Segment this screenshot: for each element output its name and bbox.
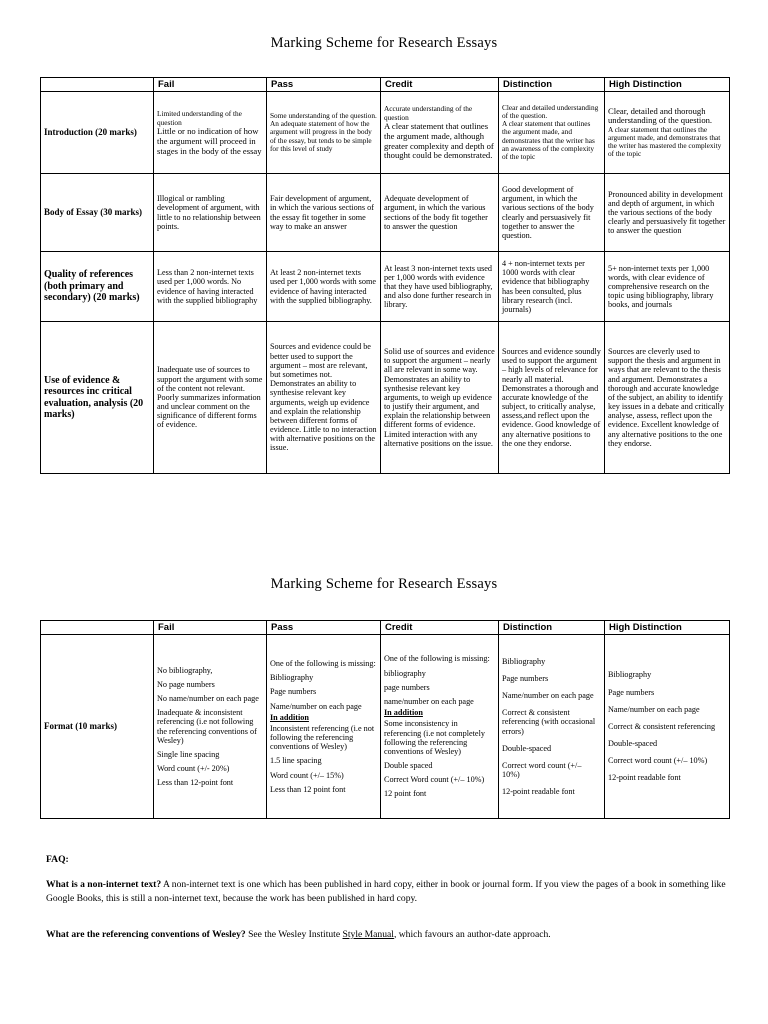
cell-evidence-pass: Sources and evidence could be better used to support the argument – most are relevant, but sometimes not. Demonstrates an ability to synthesise relevant key arguments, weigh up evidence and explain the relationship between different forms of evidence. Little to no interaction with alternative positions on the issue. [267,322,381,474]
page-title-2: Marking Scheme for Research Essays [270,576,498,592]
format-pass-item: 1.5 line spacing [270,756,322,766]
format-credit-item: page numbers [384,682,430,692]
format-distinction-item: Page numbers [502,673,549,683]
cell-text: A clear statement that outlines the argument made, and demonstrates that the writer has an awareness of the complexity of the topic [502,119,595,161]
format-credit-item: Double spaced [384,761,433,771]
header-high-distinction: High Distinction [605,78,730,92]
cell-format-pass [267,635,381,819]
format-credit-item: 12 point font [384,789,427,799]
cell-text: Little or no indication of how the argument will proceed in stages in the body of the essay [157,126,262,156]
format-credit-addition [384,708,495,717]
format-pass-item: Inconsistent referencing (i.e not following the referencing conventions of Wesley) [270,723,375,752]
cell-text: Accurate understanding of the question [384,104,473,123]
cell-text: Limited understanding of the question [157,108,242,128]
row-label-introduction: Introduction (20 marks) [41,92,154,174]
format-hd-item: Bibliography [608,670,652,680]
format-hd-item: Double-spaced [608,739,658,749]
format-pass-addition [270,713,377,722]
cell-text: An adequate statement of how the argument will progress in the body of the essay, but tends to be simple for this level of study [270,119,372,153]
header-pass: Pass [267,621,381,635]
cell-text: A clear statement that outlines the argument made, and demonstrates that the writer has mastered the complexity of the topic [608,124,722,159]
format-fail-item: Less than 12-point font [157,778,234,788]
header-fail: Fail [154,78,267,92]
format-pass-item: Page numbers [270,687,317,697]
format-pass-item: Word count (+/– 15%) [270,770,344,780]
format-distinction-item: Correct & consistent referencing (with occasional errors) [502,708,596,736]
page-title-1: Marking Scheme for Research Essays [270,35,498,51]
row-label-body: Body of Essay (30 marks) [41,174,154,252]
faq-heading [46,853,726,867]
faq-answer-2-end: , which favours an author-date approach. [393,929,551,940]
faq-item-2 [46,928,726,942]
format-hd-item: 12-point readable font [608,773,681,783]
row-label-evidence: Use of evidence & resources inc critical evaluation, analysis (20 marks) [41,322,154,474]
table-row [41,322,730,474]
format-pass-item: One of the following is missing: [270,658,376,668]
format-fail-item: No bibliography, [157,665,213,675]
header-fail: Fail [154,621,267,635]
cell-evidence-distinction: Sources and evidence soundly used to support the argument – high levels of relevance for nearly all material. Demonstrates a thorough and accurate knowledge of the subject, to critically analyse, assess,and reflect upon the evidence. Good knowledge of any alternative positions to the one they endorse. [499,322,605,474]
style-manual-link[interactable]: Style Manual [342,929,394,940]
header-credit: Credit [381,621,499,635]
cell-references-distinction: 4 + non-internet texts per 1000 words with clear evidence that bibliography has been consulted, plus library research (incl. journals) [499,252,605,322]
cell-introduction-fail [154,92,267,174]
format-distinction-item: Name/number on each page [502,690,594,700]
cell-format-high-distinction [605,635,730,819]
format-hd-item: Name/number on each page [608,704,700,714]
cell-references-high-distinction: 5+ non-internet texts per 1,000 words, with clear evidence of comprehensive research on the topic using bibliography, library books, and journals [605,252,730,322]
format-fail-item: Word count (+/- 20%) [157,764,230,774]
in-addition-label: In addition [384,708,423,718]
format-credit-item: bibliography [384,668,426,678]
cell-format-distinction [499,635,605,819]
format-distinction-item: Bibliography [502,656,546,666]
format-credit-item: Correct Word count (+/– 10%) [384,775,485,785]
faq-answer-1: A non-internet text is one which has been published in hard copy, either in book or journal form. If you view the pages of a book in something like Google Books, this is still a non-internet text, because the work has been published in hard copy. [46,879,726,904]
format-distinction-item: Double-spaced [502,743,552,753]
header-empty [41,78,154,92]
format-fail-item: No page numbers [157,679,215,689]
table-row [41,92,730,174]
cell-text: A clear statement that outlines the argument made, although greater complexity and depth of thought could be demonstrated. [384,121,494,161]
header-empty [41,621,154,635]
cell-references-fail: Less than 2 non-internet texts used per 1,000 words. No evidence of having interacted with the supplied bibliography [154,252,267,322]
cell-body-high-distinction: Pronounced ability in development and depth of argument, in which the various sections of the body clearly and persuasively fit together to answer the question [605,174,730,252]
format-fail-item: Inadequate & inconsistent referencing (i.e not following the referencing conventions of Wesley) [157,708,257,745]
cell-body-credit: Adequate development of argument, in which the various sections of the body fit together to answer the question [381,174,499,252]
cell-evidence-credit: Solid use of sources and evidence to support the argument – nearly all are relevant in some way. Demonstrates an ability to synthesise relevant key arguments, to weigh up evidence to justify their argument, and explain the relationship between different forms of evidence. Limited interaction with any alternative positions on the issue. [381,322,499,474]
row-label-references: Quality of references (both primary and secondary) (20 marks) [41,252,154,322]
format-credit-item: One of the following is missing: [384,654,490,664]
header-high-distinction: High Distinction [605,621,730,635]
in-addition-label: In addition [270,712,309,722]
cell-text: Some understanding of the question. [270,111,377,121]
cell-references-pass: At least 2 non-internet texts used per 1,000 words with some evidence of having interacted with the supplied bibliography. [267,252,381,322]
faq-question-2: What are the referencing conventions of Wesley? [46,929,246,940]
table-row [41,252,730,322]
cell-format-fail [154,635,267,819]
cell-introduction-high-distinction [605,92,730,174]
faq-answer-2: See the Wesley Institute [245,929,343,940]
cell-evidence-fail: Inadequate use of sources to support the argument with some of the content not relevant. Poorly summarizes information and unclear comment on the significance of different forms of evidence. [154,322,267,474]
row-label-format: Format (10 marks) [41,635,154,819]
header-pass: Pass [267,78,381,92]
cell-introduction-distinction [499,92,605,174]
marking-scheme-table [40,77,730,474]
format-credit-item: Some inconsistency in referencing (i.e not completely following the referencing conventions of Wesley) [384,719,485,756]
cell-body-pass: Fair development of argument, in which the various sections of the essay fit together in some way to make an answer [267,174,381,252]
faq-question-1: What is a non-internet text? [46,879,162,890]
cell-text: Clear and detailed understanding of the question. [502,102,599,121]
cell-text: Clear, detailed and thorough understanding of the question. [608,105,713,126]
format-pass-item: Name/number on each page [270,701,362,711]
cell-references-credit: At least 3 non-internet texts used per 1,000 words with evidence that they have used bibliography, and also done further research in library. [381,252,499,322]
cell-body-distinction: Good development of argument, in which the various sections of the body clearly and persuasively fit together to answer the question. [499,174,605,252]
cell-introduction-credit [381,92,499,174]
format-fail-item: No name/number on each page [157,693,259,703]
faq-item-1 [46,878,726,906]
format-distinction-item: 12-point readable font [502,787,575,797]
format-credit-item: name/number on each page [384,696,474,706]
cell-body-fail: Illogical or rambling development of argument, with little to no relationship between points. [154,174,267,252]
header-distinction: Distinction [499,621,605,635]
table-row [41,174,730,252]
format-hd-item: Correct word count (+/– 10%) [608,756,708,766]
table-row [41,635,730,819]
format-table [40,620,730,819]
format-hd-item: Page numbers [608,687,655,697]
header-credit: Credit [381,78,499,92]
cell-evidence-high-distinction: Sources are cleverly used to support the thesis and argument in ways that are relevant to the thesis and argument. Demonstrates a thorough and accurate knowledge of the subject, an ability to identify key issues in a debate and critically analyse, assess, reflect upon the evidence. Excellent knowledge of any alternative positions to the one they endorse. [605,322,730,474]
cell-introduction-pass [267,92,381,174]
format-pass-item: Bibliography [270,673,314,683]
header-distinction: Distinction [499,78,605,92]
format-distinction-item: Correct word count (+/– 10%) [502,760,582,780]
cell-format-credit [381,635,499,819]
format-pass-item: Less than 12 point font [270,784,346,794]
faq-heading-text: FAQ: [46,854,69,865]
format-fail-item: Single line spacing [157,749,220,759]
format-hd-item: Correct & consistent referencing [608,721,716,731]
